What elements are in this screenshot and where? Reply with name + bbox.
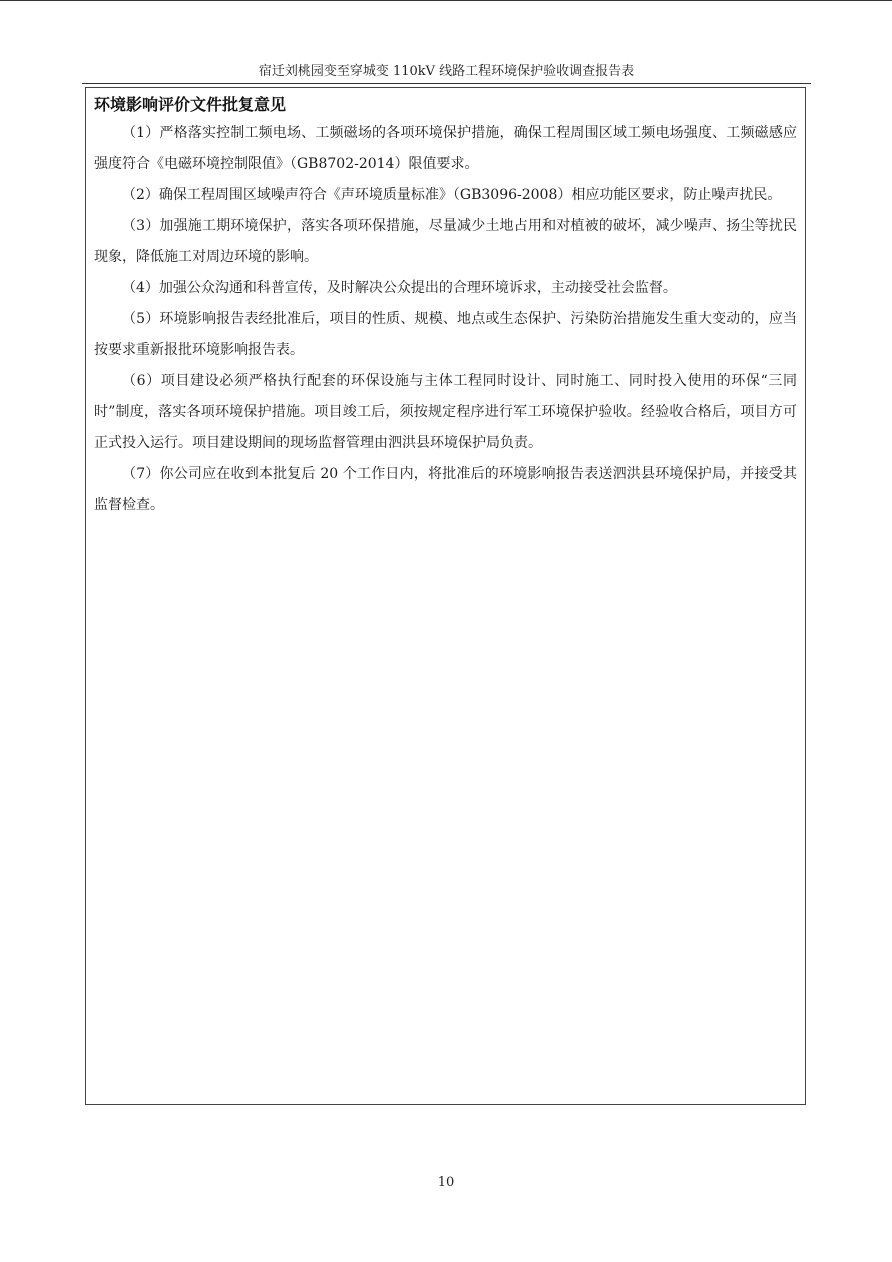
page-top-border: [0, 0, 892, 1]
opinion-item-6: （6）项目建设必须严格执行配套的环保设施与主体工程同时设计、同时施工、同时投入使用的环保“三同时”制度，落实各项环境保护措施。项目竣工后，须按规定程序进行军工环境保护验收。经验收合格后，项目方可正式投入运行。项目建设期间的现场监督管理由泗洪县环境保护局负责。: [94, 373, 797, 451]
opinion-item-1: （1）严格落实控制工频电场、工频磁场的各项环境保护措施，确保工程周围区域工频电场强度、工频磁感应强度符合《电磁环境控制限值》（GB8702-2014）限值要求。: [94, 125, 797, 172]
approval-opinion-box: [85, 87, 806, 1105]
running-header: 宿迁刘桃园变至穿城变 110kV 线路工程环境保护验收调查报告表: [258, 64, 635, 79]
opinion-item-3: （3）加强施工期环境保护，落实各项环保措施，尽量减少土地占用和对植被的破坏，减少噪声、扬尘等扰民现象，降低施工对周边环境的影响。: [94, 218, 797, 265]
page-number: 10: [437, 1175, 455, 1190]
opinion-item-4: （4）加强公众沟通和科普宣传，及时解决公众提出的合理环境诉求，主动接受社会监督。: [122, 280, 677, 296]
section-heading: 环境影响评价文件批复意见: [94, 95, 287, 114]
opinion-item-7: （7）你公司应在收到本批复后 20 个工作日内，将批准后的环境影响报告表送泗洪县环境保护局，并接受其监督检查。: [94, 466, 797, 513]
opinion-item-2: （2）确保工程周围区域噪声符合《声环境质量标准》（GB3096-2008）相应功能区要求，防止噪声扰民。: [122, 187, 782, 203]
header-rule: [82, 83, 811, 84]
opinion-paragraphs: [94, 118, 797, 521]
opinion-item-5: （5）环境影响报告表经批准后，项目的性质、规模、地点或生态保护、污染防治措施发生重大变动的，应当按要求重新报批环境影响报告表。: [94, 311, 797, 358]
